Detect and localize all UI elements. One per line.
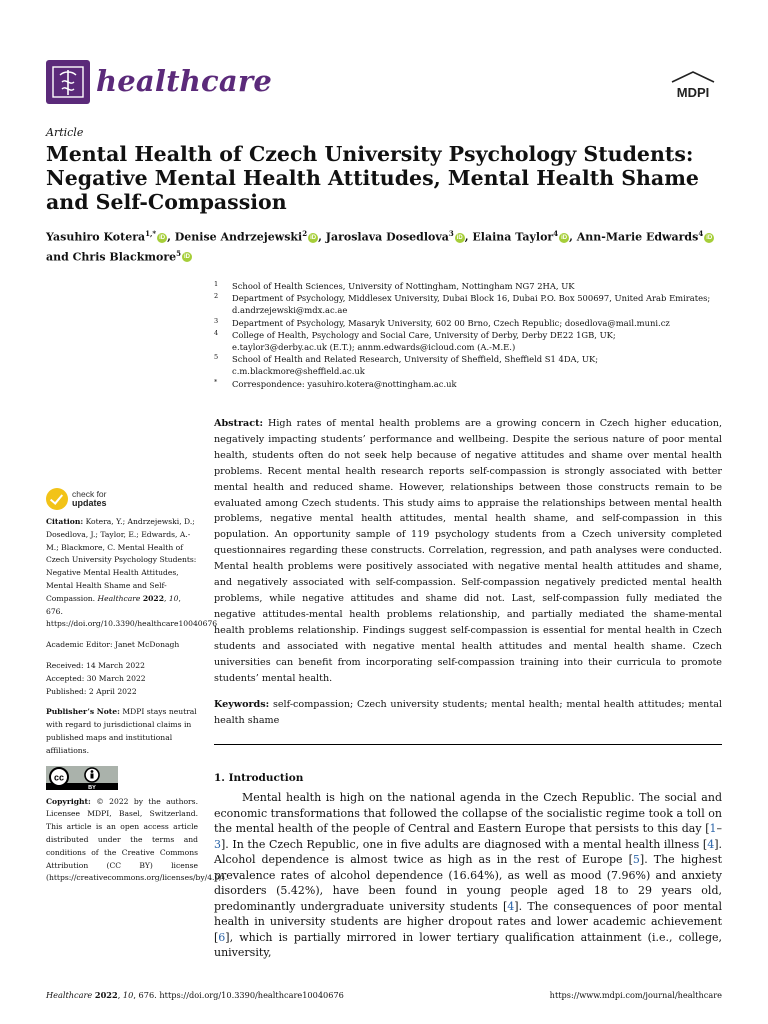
journal-name: healthcare: [96, 64, 272, 98]
affiliation-email[interactable]: e.taylor3@derby.ac.uk (E.T.); annm.edwards@icloud.com (A.-M.E.): [232, 342, 516, 353]
copyright-text: © 2022 by the authors. Licensee MDPI, Basel, Switzerland. This article is an open access article distributed under the terms and conditions of the Creative Commons Attribution (CC BY) license (https://creativecommons.org/licenses/by/4.0/).: [46, 796, 228, 883]
cc-symbol-text: cc: [53, 772, 65, 783]
publishers-note-label: Publisher’s Note:: [46, 707, 120, 717]
mdpi-logo-text: MDPI: [676, 85, 710, 100]
affiliation-line: Department of Psychology, Masaryk University, 602 00 Brno, Czech Republic; dosedlova@mail.muni.cz: [232, 317, 670, 328]
author-list: [46, 226, 726, 265]
author-separator: ,: [318, 230, 326, 244]
published-date: Published: 2 April 2022: [46, 686, 137, 696]
dates-block: [46, 660, 198, 698]
journal-logo-icon: [46, 60, 90, 104]
intro-text: ]. The highest prevalence rates of alcohol dependence (16.64%), as well as mood (7.96%) and anxiety disorders (5.42%), have been found in young people aged 18 to 29 years old, predominantly undergraduate university students [: [214, 853, 722, 913]
author-name[interactable]: Denise Andrzejewski: [174, 230, 303, 244]
affiliation-number: 3: [214, 316, 219, 325]
accepted-date: Accepted: 30 March 2022: [46, 673, 146, 683]
affiliation-item: [214, 353, 726, 377]
author-name[interactable]: Elaina Taylor: [472, 230, 554, 244]
author-affil-ref: 4: [553, 229, 559, 238]
citation-block: Citation: Kotera, Y.; Andrzejewski, D.; Dosedlova, J.; Taylor, E.; Edwards, A.-M.; Blackmore, C. Mental Health of Czech University Psychology Students: Negative Mental Health Attitudes, Mental Health Shame and Self-Compassion. Healthcare 2022, 10, 676. https://doi.org/10.3390/healthcare10040676: [46, 517, 218, 629]
author-affil-ref: 2: [302, 229, 308, 238]
affiliation-email[interactable]: d.andrzejewski@mdx.ac.ae: [232, 305, 348, 316]
author-name[interactable]: Ann-Marie Edwards: [576, 230, 699, 244]
citation-journal: Healthcare: [97, 593, 141, 603]
affiliation-item: [214, 317, 726, 329]
affiliation-number: 4: [214, 328, 219, 337]
author-separator: ,: [569, 230, 577, 244]
abstract-text: High rates of mental health problems are a growing concern in Czech higher education, negatively impacting students’ performance and wellbeing. Despite the serious nature of poor mental health, students often do not seek help because of negative attitudes and shame over mental health problems. Recent mental health research reports self-compassion is strongly associated with better mental health and reduced shame. However, relationships between those constructs remain to be evaluated among Czech students. This study aims to appraise the relationships between mental health problems, negative mental health attitudes, mental health shame, and self-compassion in this population. An opportunity sample of 119 psychology students from a Czech university completed questionnaires regarding these constructs. Correlation, regression, and path analyses were conducted. Mental health problems were positively associated with negative mental health attitudes and shame, and negatively associated with self-compassion. Self-compassion negatively predicted mental health problems, while negative attitudes and shame did not. Last, self-compassion fully mediated the negative attitudes-mental health problems relationship, and partially mediated the shame-mental health problems relationship. Findings suggest self-compassion is essential for mental health in Czech students and associated with negative mental health attitudes and mental health shame. Czech universities can benefit from incorporating self-compassion training into their curricula to promote students’ mental health.: [214, 418, 722, 684]
intro-text: ]. In the Czech Republic, one in five adults are diagnosed with a mental health illness [: [221, 837, 708, 851]
author-affil-ref: 1,*: [145, 229, 157, 238]
intro-text: Mental health is high on the national agenda in the Czech Republic. The social and economic transformations that followed the collapse of the socialistic regime took a toll on the mental health of the people of Central and Eastern Europe that persists to this day [: [214, 791, 722, 835]
copyright-block: [46, 796, 228, 886]
keywords-text: self-compassion; Czech university students; mental health; mental health attitudes; mental health shame: [214, 699, 722, 726]
footer-year: 2022: [94, 990, 118, 1000]
affiliation-number: 5: [214, 353, 219, 362]
footer-doi[interactable]: 676. https://doi.org/10.3390/healthcare10040676: [138, 990, 344, 1000]
author-separator: ,: [167, 230, 175, 244]
footer-journal-url[interactable]: https://www.mdpi.com/journal/healthcare: [549, 990, 722, 1000]
intro-text: ], which is partially mirrored in lower tertiary qualification attainment (i.e., college, university,: [214, 930, 722, 959]
cc-by-license-icon[interactable]: [46, 766, 118, 790]
introduction-paragraph: [214, 790, 722, 961]
intro-text: ]. Alcohol dependence is almost twice as high as in the rest of Europe [: [214, 837, 722, 866]
affiliation-item: [214, 292, 726, 316]
section-divider: [214, 744, 722, 745]
article-type: Article: [46, 126, 84, 139]
author-name[interactable]: Yasuhiro Kotera: [46, 230, 146, 244]
footer-citation: Healthcare 2022, 10, 676. https://doi.org/10.3390/healthcare10040676: [46, 990, 344, 1000]
citation-link[interactable]: 5: [632, 853, 640, 866]
affiliation-line: Department of Psychology, Middlesex University, Dubai Block 16, Dubai P.O. Box 500697, United Arab Emirates;: [232, 293, 711, 304]
correspondence-line[interactable]: Correspondence: yasuhiro.kotera@nottingham.ac.uk: [232, 378, 457, 389]
footer-volume: 10: [122, 990, 134, 1000]
received-date: Received: 14 March 2022: [46, 660, 145, 670]
citation-doi[interactable]: 676. https://doi.org/10.3390/healthcare10040676: [46, 606, 218, 629]
affiliation-line: School of Health Sciences, University of Nottingham, Nottingham NG7 2HA, UK: [232, 281, 575, 291]
affiliation-email[interactable]: c.m.blackmore@sheffield.ac.uk: [232, 366, 365, 377]
citation-text: Kotera, Y.; Andrzejewski, D.; Dosedlova, J.; Taylor, E.; Edwards, A.-M.; Blackmore, C. Mental Health of Czech University Psychology Students: Negative Mental Health Attitudes, Mental Health Shame and Self-Compassion.: [46, 517, 197, 603]
orcid-icon[interactable]: iD: [456, 234, 463, 241]
copyright-label: Copyright:: [46, 796, 91, 806]
article-title: Mental Health of Czech University Psychology Students: Negative Mental Health Attitudes, Mental Health Shame and Self-Compassion: [46, 142, 699, 214]
check-updates-line2: updates: [72, 498, 107, 508]
mdpi-logo-icon: [668, 70, 718, 102]
section-heading: 1. Introduction: [214, 772, 304, 784]
citation-label: Citation:: [46, 517, 84, 526]
keywords-label: Keywords:: [214, 699, 270, 710]
sidebar: [46, 516, 228, 893]
check-updates-line1: check for: [72, 489, 107, 499]
author-affil-ref: 5: [176, 248, 181, 258]
cc-by-text: BY: [88, 784, 96, 790]
affiliation-line: School of Health and Related Research, University of Sheffield, Sheffield S1 4DA, UK;: [232, 354, 599, 365]
affiliation-line: College of Health, Psychology and Social Care, University of Derby, Derby DE22 1GB, UK;: [232, 329, 616, 340]
citation-link[interactable]: 4: [707, 837, 715, 851]
citation-link[interactable]: 6: [218, 930, 226, 944]
author-affil-ref: 3: [448, 229, 454, 238]
orcid-icon[interactable]: iD: [706, 234, 713, 241]
citation-volume: 10: [168, 593, 179, 603]
footer-journal: Healthcare: [46, 990, 93, 1000]
publishers-note-text: MDPI stays neutral with regard to jurisdictional claims in published maps and institutional affiliations.: [46, 707, 197, 755]
author-name[interactable]: Jaroslava Dosedlova: [325, 230, 449, 244]
citation-year: 2022: [142, 593, 164, 603]
intro-text: ]. The consequences of poor mental health in university students are higher dropout rates and lower academic achievement [: [214, 899, 722, 944]
orcid-icon[interactable]: iD: [561, 234, 568, 241]
author-affil-ref: 4: [698, 229, 704, 238]
affiliations: [214, 280, 726, 390]
affiliation-number: 2: [214, 292, 219, 301]
abstract-label: Abstract:: [214, 418, 264, 429]
author-name[interactable]: Chris Blackmore: [72, 250, 177, 264]
affiliation-item: [214, 280, 726, 292]
author-separator: ,: [464, 230, 473, 244]
orcid-icon[interactable]: iD: [310, 234, 317, 241]
affiliation-number: *: [214, 377, 218, 386]
checkmark-icon: [46, 488, 68, 510]
publishers-note: [46, 706, 198, 757]
affiliation-item: [214, 378, 726, 390]
affiliation-number: 1: [214, 280, 219, 288]
author-join: and: [46, 250, 69, 264]
abstract: [214, 416, 722, 686]
academic-editor: Academic Editor: Janet McDonagh: [46, 640, 180, 650]
intro-text: –: [716, 822, 722, 835]
orcid-icon[interactable]: iD: [184, 254, 190, 261]
affiliation-item: [214, 329, 726, 353]
orcid-icon[interactable]: iD: [159, 234, 166, 241]
citation-link[interactable]: 3: [214, 837, 221, 851]
citation-link[interactable]: 1: [709, 822, 717, 835]
citation-link[interactable]: 4: [507, 899, 515, 913]
keywords: [214, 697, 722, 729]
check-for-updates-button[interactable]: [46, 488, 126, 512]
